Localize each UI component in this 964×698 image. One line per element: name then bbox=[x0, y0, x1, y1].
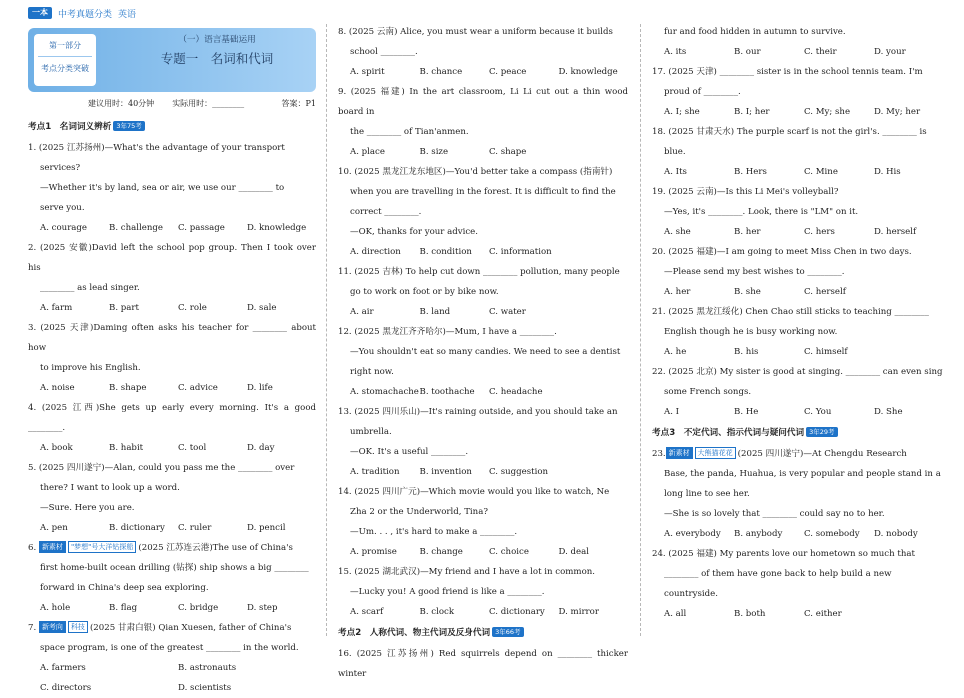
column-divider bbox=[640, 24, 641, 636]
option[interactable]: B. habit bbox=[109, 443, 144, 453]
option[interactable]: A. spirit bbox=[350, 67, 385, 77]
option[interactable]: C. tool bbox=[178, 443, 207, 453]
option[interactable]: A. I; she bbox=[664, 107, 700, 117]
option bbox=[559, 142, 629, 162]
option[interactable]: D. mirror bbox=[558, 607, 599, 617]
question-line: 9. (2025 福建) In the art classroom, Li Li cut out a thin wood board in bbox=[338, 87, 628, 117]
answer-options bbox=[338, 382, 628, 402]
answer-options bbox=[28, 518, 316, 538]
topic-tag: "梦想"号大洋钻探船 bbox=[68, 541, 136, 553]
option[interactable]: A. farmers bbox=[40, 663, 86, 673]
option[interactable]: A. all bbox=[664, 609, 687, 619]
question-item bbox=[652, 62, 944, 122]
option[interactable]: B. his bbox=[734, 347, 759, 357]
option[interactable]: D. herself bbox=[874, 227, 917, 237]
question-line: 19. (2025 云南)—Is this Li Mei's volleyball? bbox=[652, 187, 839, 197]
question-line: go to work on foot or by bike now. bbox=[350, 287, 499, 297]
option[interactable]: C. advice bbox=[178, 383, 218, 393]
section-title: 考点3 不定代词、指示代词与疑问代词 bbox=[652, 428, 805, 438]
answer-options bbox=[338, 462, 628, 482]
question-line: space program, is one of the greatest ________ in the world. bbox=[40, 643, 299, 653]
question-line: 20. (2025 福建)—I am going to meet Miss Chen in two days. bbox=[652, 247, 912, 257]
option[interactable]: D. nobody bbox=[874, 529, 918, 539]
option[interactable]: B. her bbox=[734, 227, 761, 237]
question-line: 22. (2025 北京) My sister is good at singing. ________ can even sing bbox=[652, 367, 943, 377]
frequency-badge: 3年29考 bbox=[806, 427, 837, 437]
option[interactable]: D. deal bbox=[558, 547, 590, 557]
question-line: (2025 四川遂宁)—At Chengdu Research bbox=[737, 449, 907, 459]
option[interactable]: C. passage bbox=[178, 223, 225, 233]
question-line: 13. (2025 四川乐山)—It's raining outside, and you should take an bbox=[338, 407, 618, 417]
question-line: correct ________. bbox=[350, 207, 422, 217]
series-title: 中考真题分类 bbox=[58, 9, 113, 20]
question-line: proud of ________. bbox=[664, 87, 741, 97]
option[interactable]: C. bridge bbox=[178, 603, 219, 613]
option[interactable]: C. information bbox=[489, 247, 552, 257]
option[interactable]: A. hole bbox=[40, 603, 71, 613]
option[interactable]: C. shape bbox=[489, 147, 527, 157]
option[interactable]: A. direction bbox=[350, 247, 401, 257]
question-line: ________ of them have gone back to help build a new bbox=[664, 569, 892, 579]
option[interactable]: A. Its bbox=[664, 167, 687, 177]
part-box bbox=[34, 34, 96, 86]
part-label: 第一部分 bbox=[38, 38, 92, 57]
section-title: 考点1 名词词义辨析 bbox=[28, 122, 112, 132]
answer-options bbox=[652, 524, 944, 544]
option[interactable]: C. dictionary bbox=[489, 607, 545, 617]
answer-options bbox=[652, 102, 944, 122]
question-line: 24. (2025 福建) My parents love our hometown so much that bbox=[652, 549, 915, 559]
answer-options bbox=[338, 62, 628, 82]
option[interactable]: A. pen bbox=[40, 523, 68, 533]
answer-options bbox=[28, 438, 316, 458]
question-line: 21. (2025 黑龙江绥化) Chen Chao still sticks to teaching ________ bbox=[652, 307, 929, 317]
option[interactable]: C. suggestion bbox=[489, 467, 549, 477]
option[interactable]: B. land bbox=[419, 307, 451, 317]
topic-tag: 大熊猫花花 bbox=[695, 447, 736, 459]
option[interactable]: B. part bbox=[109, 303, 139, 313]
question-line: right now. bbox=[350, 367, 394, 377]
question-line: school ________. bbox=[350, 47, 418, 57]
answer-options bbox=[652, 222, 944, 242]
question-number: 7. bbox=[28, 623, 37, 633]
question-line: —OK, thanks for your advice. bbox=[350, 227, 478, 237]
question-item bbox=[652, 362, 944, 422]
answer-options bbox=[652, 162, 944, 182]
frequency-badge: 3年66考 bbox=[492, 627, 523, 637]
option bbox=[559, 302, 629, 322]
option bbox=[559, 382, 629, 402]
question-text bbox=[652, 444, 944, 464]
question-line: when you are travelling in the forest. It is difficult to find the bbox=[350, 187, 616, 197]
answer-options bbox=[28, 598, 316, 618]
option[interactable]: C. herself bbox=[804, 287, 846, 297]
question-line: the ________ of Tian'anmen. bbox=[350, 127, 469, 137]
option[interactable]: C. headache bbox=[489, 387, 543, 397]
option[interactable]: C. water bbox=[489, 307, 526, 317]
option bbox=[874, 282, 944, 302]
option[interactable]: D. My; her bbox=[874, 107, 921, 117]
question-line: English though he is busy working now. bbox=[664, 327, 838, 337]
question-list bbox=[28, 138, 316, 538]
option[interactable]: A. promise bbox=[350, 547, 397, 557]
brand-logo: 一本 bbox=[28, 7, 52, 19]
question-list bbox=[338, 22, 628, 622]
question-text: 6. 新素材 "梦想"号大洋钻探船 (2025 江苏连云港)The use of China's bbox=[28, 543, 293, 553]
option[interactable]: D. day bbox=[247, 443, 275, 453]
option[interactable]: B. shape bbox=[109, 383, 147, 393]
option[interactable]: D. scientists bbox=[178, 683, 232, 693]
question-line: —She is so lovely that ________ could say no to her. bbox=[664, 509, 885, 519]
question-line: 1. (2025 江苏扬州)—What's the advantage of your transport bbox=[28, 143, 285, 153]
question-text bbox=[28, 618, 316, 638]
column-divider bbox=[326, 24, 327, 636]
question-line: 2. (2025 安徽)David left the school pop group. Then I took over his bbox=[28, 243, 316, 273]
question-line: 5. (2025 四川遂宁)—Alan, could you pass me the ________ over bbox=[28, 463, 295, 473]
section-heading bbox=[338, 622, 628, 644]
top-bar bbox=[28, 6, 136, 20]
option[interactable]: C. You bbox=[804, 407, 832, 417]
option[interactable]: A. noise bbox=[40, 383, 75, 393]
question-line: first home-built ocean drilling (钻探) ship shows a big ________ bbox=[40, 563, 309, 573]
frequency-badge: 3年75考 bbox=[113, 121, 144, 131]
question-line: —Whether it's by land, sea or air, we use our ________ to bbox=[40, 183, 285, 193]
question-line: 14. (2025 四川广元)—Which movie would you like to watch, Ne bbox=[338, 487, 610, 497]
option[interactable]: A. tradition bbox=[350, 467, 400, 477]
question-item bbox=[338, 482, 628, 562]
option[interactable]: B. chance bbox=[419, 67, 463, 77]
answer-options bbox=[338, 602, 628, 622]
answer-options bbox=[338, 242, 628, 262]
option[interactable]: B. flag bbox=[109, 603, 138, 613]
question-item bbox=[338, 562, 628, 622]
question-line: —Um. . . , it's hard to make a ________. bbox=[350, 527, 518, 537]
time-meta bbox=[28, 92, 316, 116]
option[interactable]: A. place bbox=[350, 147, 385, 157]
question-item bbox=[28, 458, 316, 538]
column-right bbox=[652, 22, 944, 624]
suggested-time: 建议用时：40分钟 bbox=[88, 99, 155, 108]
answer-page: 答案：P1 bbox=[281, 99, 316, 108]
option[interactable]: B. our bbox=[734, 47, 761, 57]
question-item bbox=[652, 242, 944, 302]
question-line: 3. (2025 天津)Daming often asks his teacher for ________ about how bbox=[28, 323, 316, 353]
question-item bbox=[338, 322, 628, 402]
option[interactable]: C. ruler bbox=[178, 523, 212, 533]
option[interactable]: C. My; she bbox=[804, 107, 851, 117]
question-line: forward in China's deep sea exploring. bbox=[40, 583, 209, 593]
option[interactable]: B. He bbox=[734, 407, 759, 417]
option[interactable]: A. I bbox=[664, 407, 680, 417]
question-item bbox=[28, 318, 316, 398]
question-item bbox=[338, 82, 628, 162]
question-item bbox=[652, 302, 944, 362]
topic-tag: 新素材 bbox=[39, 541, 66, 553]
option[interactable]: B. she bbox=[734, 287, 761, 297]
subject-label: 英语 bbox=[118, 9, 137, 20]
question-item bbox=[652, 122, 944, 182]
option[interactable] bbox=[874, 604, 944, 624]
question-line: 11. (2025 吉林) To help cut down ________ pollution, many people bbox=[338, 267, 620, 277]
option[interactable]: D. pencil bbox=[247, 523, 286, 533]
question-line: umbrella. bbox=[350, 427, 392, 437]
option[interactable]: B. astronauts bbox=[178, 663, 237, 673]
topic-tag: 科技 bbox=[68, 621, 88, 633]
question-line: fur and food hidden in autumn to survive. bbox=[664, 27, 846, 37]
answer-options bbox=[652, 342, 944, 362]
option[interactable]: D. life bbox=[247, 383, 273, 393]
topic-tag: 新素材 bbox=[666, 447, 693, 459]
question-item bbox=[338, 22, 628, 82]
option[interactable]: B. Hers bbox=[734, 167, 767, 177]
question-line: Base, the panda, Huahua, is very popular and people stand in a bbox=[664, 469, 941, 479]
question-line: long line to see her. bbox=[664, 489, 750, 499]
question-line: 16. (2025 江苏扬州) Red squirrels depend on ________ thicker winter bbox=[338, 649, 628, 679]
question-line: Zha 2 or the Underworld, Tina? bbox=[350, 507, 488, 517]
column-middle bbox=[338, 22, 628, 684]
question-line: some French songs. bbox=[664, 387, 752, 397]
question-line: ________ as lead singer. bbox=[40, 283, 140, 293]
answer-options bbox=[28, 678, 316, 698]
question-line: 18. (2025 甘肃天水) The purple scarf is not the girl's. ________ is bbox=[652, 127, 927, 137]
section-title: 考点2 人称代词、物主代词及反身代词 bbox=[338, 628, 491, 638]
option[interactable]: A. she bbox=[664, 227, 691, 237]
topic-title: 专题一 名词和代词 bbox=[160, 51, 274, 66]
option bbox=[559, 242, 629, 262]
question-item bbox=[652, 182, 944, 242]
question-line: —Lucky you! A good friend is like a ________. bbox=[350, 587, 545, 597]
question-item bbox=[338, 162, 628, 262]
answer-options bbox=[28, 218, 316, 238]
option[interactable]: C. Mine bbox=[804, 167, 838, 177]
question-item bbox=[652, 544, 944, 624]
question-item bbox=[28, 618, 316, 698]
topic-header bbox=[28, 28, 316, 92]
question-line: —You shouldn't eat so many candies. We need to see a dentist bbox=[350, 347, 621, 357]
question-line: there? I want to look up a word. bbox=[40, 483, 180, 493]
question-line: countryside. bbox=[664, 589, 718, 599]
question-line: 17. (2025 天津) ________ sister is in the school tennis team. I'm bbox=[652, 67, 923, 77]
option[interactable]: D. sale bbox=[247, 303, 277, 313]
option[interactable]: A. courage bbox=[40, 223, 88, 233]
answer-options bbox=[652, 604, 944, 624]
option[interactable]: B. challenge bbox=[109, 223, 163, 233]
question-line: blue. bbox=[664, 147, 686, 157]
option[interactable]: A. everybody bbox=[664, 529, 721, 539]
option bbox=[559, 462, 629, 482]
question-line: serve you. bbox=[40, 203, 85, 213]
option[interactable]: C. hers bbox=[804, 227, 835, 237]
question-item bbox=[28, 138, 316, 238]
answer-options bbox=[28, 298, 316, 318]
option[interactable]: D. His bbox=[874, 167, 901, 177]
question-line: —Sure. Here you are. bbox=[40, 503, 135, 513]
actual-time: 实际用时：________ bbox=[172, 99, 245, 108]
question-line: services? bbox=[40, 163, 81, 173]
option[interactable]: C. their bbox=[804, 47, 837, 57]
question-item bbox=[652, 22, 944, 62]
option[interactable]: A. stomachache bbox=[350, 387, 419, 397]
option[interactable]: A. scarf bbox=[350, 607, 384, 617]
part-sublabel: 考点分类突破 bbox=[41, 64, 89, 73]
question-line: 4. (2025 江西)She gets up early every morning. It's a good ________. bbox=[28, 403, 316, 433]
question-line: —OK. It's a useful ________. bbox=[350, 447, 469, 457]
answer-options bbox=[28, 658, 316, 678]
option[interactable]: B. I; her bbox=[734, 107, 770, 117]
column-left bbox=[28, 22, 316, 698]
question-item bbox=[28, 538, 316, 618]
question-line: (2025 甘肃白银) Qian Xuesen, father of China's bbox=[89, 623, 292, 633]
topic-tag: 新考向 bbox=[39, 621, 66, 633]
question-item bbox=[338, 262, 628, 322]
answer-options bbox=[338, 142, 628, 162]
question-line: 10. (2025 黑龙江龙东地区)—You'd better take a compass (指南针) bbox=[338, 167, 613, 177]
section-heading bbox=[652, 422, 944, 444]
question-line: to improve his English. bbox=[40, 363, 141, 373]
option[interactable]: B. clock bbox=[419, 607, 455, 617]
option[interactable]: C. role bbox=[178, 303, 207, 313]
question-line: 15. (2025 湖北武汉)—My friend and I have a lot in common. bbox=[338, 567, 596, 577]
question-line: 12. (2025 黑龙江齐齐哈尔)—Mum, I have a ________. bbox=[338, 327, 557, 337]
section-heading bbox=[28, 116, 316, 138]
option[interactable]: C. directors bbox=[40, 683, 92, 693]
option bbox=[874, 342, 944, 362]
question-list bbox=[652, 22, 944, 422]
option[interactable]: B. dictionary bbox=[109, 523, 165, 533]
question-number: 23. bbox=[652, 449, 666, 459]
question-line: —Please send my best wishes to ________. bbox=[664, 267, 845, 277]
option[interactable]: B. condition bbox=[419, 247, 472, 257]
answer-options bbox=[652, 42, 944, 62]
question-line: (2025 江苏连云港)The use of China's bbox=[138, 543, 293, 553]
option[interactable]: B. anybody bbox=[734, 529, 783, 539]
option[interactable]: A. he bbox=[664, 347, 687, 357]
option[interactable]: C. either bbox=[804, 609, 842, 619]
question-line: —Yes, it's ________. Look, there is "LM" on it. bbox=[664, 207, 859, 217]
answer-options bbox=[28, 378, 316, 398]
option[interactable]: D. your bbox=[874, 47, 906, 57]
topic-subtitle: （一）语言基础运用 bbox=[178, 35, 256, 45]
question-item bbox=[652, 444, 944, 544]
option[interactable]: A. its bbox=[664, 47, 687, 57]
option[interactable]: C. peace bbox=[489, 67, 527, 77]
answer-options bbox=[338, 302, 628, 322]
option[interactable]: D. knowledge bbox=[558, 67, 618, 77]
question-line: 8. (2025 云南) Alice, you must wear a uniform because it builds bbox=[338, 27, 613, 37]
question-item bbox=[28, 238, 316, 318]
answer-options bbox=[338, 542, 628, 562]
option[interactable]: B. toothache bbox=[419, 387, 475, 397]
option[interactable]: C. himself bbox=[804, 347, 848, 357]
option[interactable]: B. both bbox=[734, 609, 766, 619]
question-item bbox=[338, 402, 628, 482]
option[interactable]: D. knowledge bbox=[247, 223, 307, 233]
option[interactable]: B. invention bbox=[419, 467, 472, 477]
option[interactable]: A. book bbox=[40, 443, 73, 453]
answer-options bbox=[652, 402, 944, 422]
option[interactable]: A. farm bbox=[40, 303, 73, 313]
option[interactable]: C. choice bbox=[489, 547, 529, 557]
option[interactable]: D. She bbox=[874, 407, 903, 417]
option[interactable]: D. step bbox=[247, 603, 278, 613]
option[interactable]: A. air bbox=[350, 307, 374, 317]
option[interactable]: B. change bbox=[419, 547, 463, 557]
option[interactable]: A. her bbox=[664, 287, 691, 297]
answer-options bbox=[652, 282, 944, 302]
question-item bbox=[28, 398, 316, 458]
option[interactable]: C. somebody bbox=[804, 529, 860, 539]
option[interactable]: B. size bbox=[419, 147, 449, 157]
